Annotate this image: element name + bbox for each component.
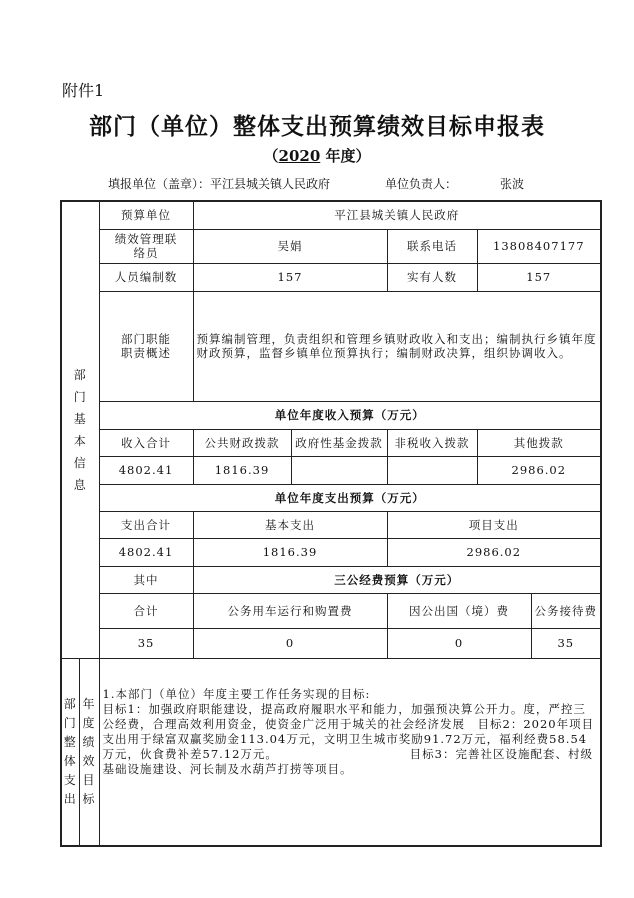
income-value-2 bbox=[291, 456, 387, 484]
basic-info-section-label bbox=[61, 201, 99, 658]
three-col-total: 合计 bbox=[99, 593, 193, 628]
vertical-char: 门 bbox=[73, 389, 87, 404]
leader-label: 单位负责人： bbox=[385, 177, 458, 191]
goals-line-intro: 1.本部门（单位）年度主要工作任务实现的目标: bbox=[102, 686, 371, 701]
staff-quota-label: 人员编制数 bbox=[99, 263, 193, 291]
vertical-char: 支 bbox=[63, 772, 77, 787]
three-col-reception: 公务接待费 bbox=[531, 593, 601, 628]
staff-quota-value: 157 bbox=[193, 263, 387, 291]
expense-col-project: 项目支出 bbox=[387, 511, 601, 538]
staff-actual-label: 实有人数 bbox=[387, 263, 477, 291]
budget-unit-value: 平江县城关镇人民政府 bbox=[193, 201, 601, 229]
vertical-char: 门 bbox=[63, 715, 77, 730]
phone-label: 联系电话 bbox=[387, 229, 477, 263]
vertical-char: 目 bbox=[82, 772, 96, 787]
performance-table bbox=[60, 200, 602, 847]
attachment-label: 附件1 bbox=[62, 81, 105, 100]
vertical-char: 标 bbox=[82, 791, 96, 806]
vertical-char: 出 bbox=[63, 791, 77, 806]
three-public-header: 三公经费预算（万元） bbox=[193, 566, 601, 593]
goals-text bbox=[99, 658, 601, 846]
vertical-char: 部 bbox=[73, 367, 87, 382]
year-subtitle bbox=[0, 145, 634, 166]
vertical-char: 效 bbox=[82, 753, 96, 768]
expense-header: 单位年度支出预算（万元） bbox=[99, 484, 601, 511]
income-col-2: 政府性基金拨款 bbox=[291, 429, 387, 456]
three-total-value: 35 bbox=[99, 628, 193, 658]
income-header: 单位年度收入预算（万元） bbox=[99, 401, 601, 429]
income-col-1: 公共财政拨款 bbox=[193, 429, 291, 456]
vertical-char: 整 bbox=[63, 734, 77, 749]
income-value-0: 4802.41 bbox=[99, 456, 193, 484]
phone-value: 13808407177 bbox=[477, 229, 601, 263]
fill-info bbox=[108, 175, 608, 192]
expense-basic-value: 1816.39 bbox=[193, 538, 387, 566]
vertical-char: 绩 bbox=[82, 734, 96, 749]
income-value-1: 1816.39 bbox=[193, 456, 291, 484]
three-col-abroad: 因公出国（境）费 bbox=[387, 593, 531, 628]
vertical-char: 体 bbox=[63, 753, 77, 768]
three-abroad-value: 0 bbox=[387, 628, 531, 658]
goals-label-dept bbox=[61, 658, 79, 846]
expense-total-value: 4802.41 bbox=[99, 538, 193, 566]
income-col-3: 非税收入拨款 bbox=[387, 429, 477, 456]
vertical-char: 度 bbox=[82, 715, 96, 730]
vertical-char: 信 bbox=[73, 455, 87, 470]
duty-label: 部门职能职责概述 bbox=[99, 291, 193, 401]
among-label: 其中 bbox=[99, 566, 193, 593]
budget-unit-label: 预算单位 bbox=[99, 201, 193, 229]
contact-value: 吴娟 bbox=[193, 229, 387, 263]
income-value-3 bbox=[387, 456, 477, 484]
vertical-char: 本 bbox=[73, 433, 87, 448]
goals-line-targets: 目标1：加强政府职能建设，提高政府履职水平和能力，加强预决算公开力。度，严控三公经费，合理高效利用资金，使资金广泛用于城关的社会经济发展 目标2：2020年项目支出用于绿富双赢奖励金113.04万元，文明卫生城市奖励91.72万元，福利经费58.54万元，伙食费补差57.12万元。 目标3：完善社区设施配套、村级基础设施建设、河长制及水葫芦打捞等项目。 bbox=[102, 701, 595, 776]
three-col-vehicle: 公务用车运行和购置费 bbox=[193, 593, 387, 628]
three-reception-value: 35 bbox=[531, 628, 601, 658]
staff-actual-value: 157 bbox=[477, 263, 601, 291]
contact-label: 绩效管理联络员 bbox=[99, 229, 193, 263]
three-vehicle-value: 0 bbox=[193, 628, 387, 658]
expense-col-basic: 基本支出 bbox=[193, 511, 387, 538]
fill-unit-label: 填报单位（盖章）： bbox=[108, 177, 211, 191]
expense-col-total: 支出合计 bbox=[99, 511, 193, 538]
income-col-4: 其他拨款 bbox=[477, 429, 601, 456]
vertical-char: 年 bbox=[82, 696, 96, 711]
page-title: 部门（单位）整体支出预算绩效目标申报表 bbox=[89, 113, 545, 140]
expense-project-value: 2986.02 bbox=[387, 538, 601, 566]
vertical-char: 部 bbox=[63, 696, 77, 711]
year-value: 2020 bbox=[278, 147, 321, 165]
income-col-0: 收入合计 bbox=[99, 429, 193, 456]
year-prefix: （ bbox=[263, 147, 279, 165]
year-suffix: 年度） bbox=[320, 147, 371, 165]
leader-name: 张波 bbox=[500, 177, 525, 191]
income-value-4: 2986.02 bbox=[477, 456, 601, 484]
fill-unit: 平江县城关镇人民政府 bbox=[210, 177, 331, 191]
duty-text: 预算编制管理，负责组织和管理乡镇财政收入和支出；编制执行乡镇年度财政预算，监督乡镇单位预算执行；编制财政决算，组织协调收入。 bbox=[193, 291, 601, 401]
vertical-char: 基 bbox=[73, 411, 87, 426]
vertical-char: 息 bbox=[73, 477, 87, 492]
goals-label-annual bbox=[79, 658, 99, 846]
